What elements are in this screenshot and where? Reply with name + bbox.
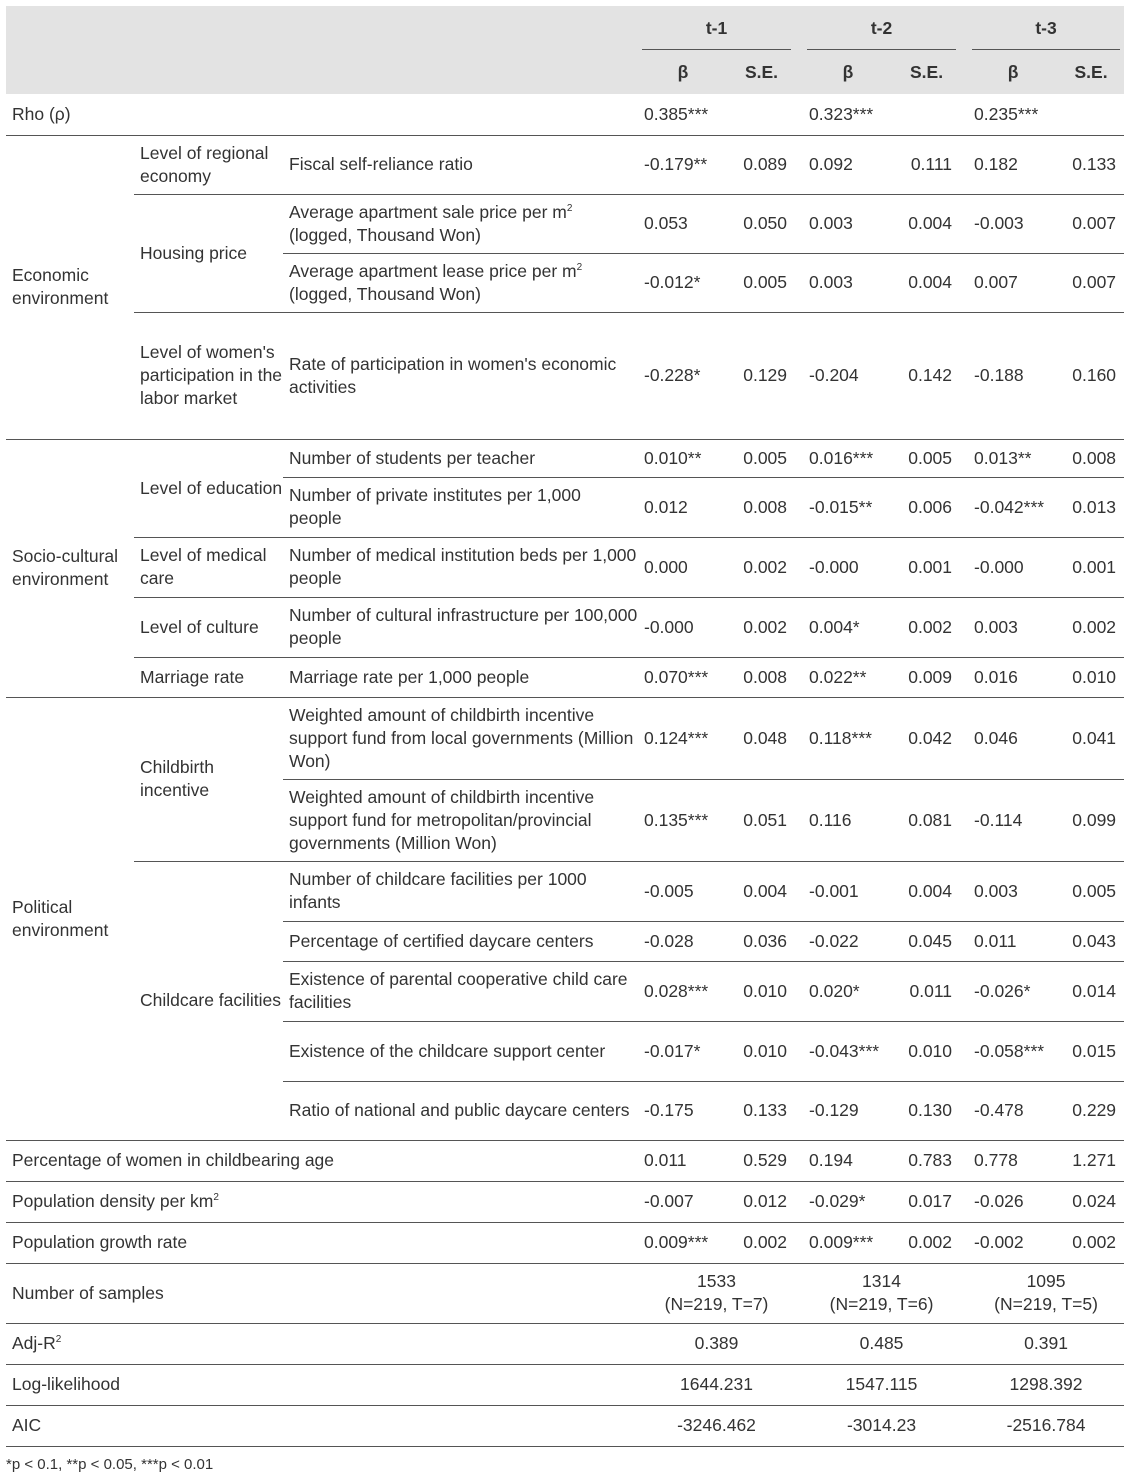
beta-value: 0.194 — [803, 1140, 893, 1181]
adjr2-value: 0.389 — [638, 1323, 795, 1364]
variable-label: Number of cultural infrastructure per 100,000 people — [283, 597, 638, 657]
adjr2-value: 0.485 — [803, 1323, 960, 1364]
beta-value: -0.002 — [968, 1222, 1058, 1263]
beta-value: 0.070*** — [638, 657, 728, 697]
se-value: 0.081 — [893, 779, 960, 861]
beta-value: -0.017* — [638, 1021, 728, 1081]
beta-value: -0.028 — [638, 921, 728, 961]
se-value: 0.008 — [728, 477, 795, 537]
variable-label: Percentage of certified daycare centers — [283, 921, 638, 961]
se-value: 0.129 — [728, 312, 795, 439]
se-value: 0.014 — [1058, 961, 1124, 1021]
beta-value: 0.003 — [803, 194, 893, 253]
beta-value: 0.053 — [638, 194, 728, 253]
beta-value: -0.043*** — [803, 1021, 893, 1081]
beta-value: -0.005 — [638, 861, 728, 921]
se-value: 0.089 — [728, 135, 795, 194]
variable-label: Weighted amount of childbirth incentive support fund from local governments (Million Won) — [283, 697, 638, 779]
beta-value: 0.135*** — [638, 779, 728, 861]
table-row — [6, 194, 1124, 253]
se-value: 0.133 — [743, 1100, 788, 1120]
se-value: 0.041 — [1058, 697, 1124, 779]
beta-value: 0.007 — [968, 253, 1058, 312]
se-value: 0.036 — [728, 921, 795, 961]
samples-row — [6, 1263, 1124, 1323]
variable-label: Weighted amount of childbirth incentive support fund for metropolitan/provincial governments (Million Won) — [283, 779, 638, 861]
subcategory: Childcare facilities — [140, 990, 282, 1010]
beta-value: -0.001 — [803, 861, 893, 921]
se-value: 0.111 — [893, 135, 960, 194]
stat-label: Log-likelihood — [6, 1364, 638, 1405]
table-row — [6, 1140, 1124, 1181]
beta-value: 0.009*** — [803, 1222, 893, 1263]
row-label: Rho (ρ) — [6, 94, 638, 135]
se-value: 0.024 — [1058, 1181, 1124, 1222]
beta-value: -0.114 — [968, 779, 1058, 861]
table-row — [6, 597, 1124, 657]
table-row — [6, 1222, 1124, 1263]
se-value: 0.783 — [893, 1140, 960, 1181]
beta-value: 0.118*** — [803, 697, 893, 779]
beta-value: 0.046 — [968, 697, 1058, 779]
beta-value: 0.116 — [803, 779, 893, 861]
subcategory: Level of women's participation in the labor market — [134, 312, 283, 439]
beta-value: -0.228* — [638, 312, 728, 439]
stat-label: AIC — [6, 1405, 638, 1446]
variable-label: Ratio of national and public daycare centers — [289, 1100, 630, 1120]
samples-value: 1314 (N=219, T=6) — [803, 1263, 960, 1323]
table-row — [6, 861, 1124, 921]
beta-value: -0.129 — [809, 1100, 859, 1120]
samples-value: 1533 (N=219, T=7) — [638, 1263, 795, 1323]
table-row — [6, 697, 1124, 779]
se-value: 0.002 — [728, 597, 795, 657]
se-value: 0.002 — [893, 1222, 960, 1263]
beta-value: -0.058*** — [968, 1021, 1058, 1081]
samples-value: 1095 (N=219, T=5) — [968, 1263, 1124, 1323]
beta-value: 0.000 — [638, 537, 728, 597]
se-value: 0.002 — [1058, 1222, 1124, 1263]
se-value: 0.160 — [1058, 312, 1124, 439]
header-se: S.E. — [728, 50, 795, 94]
se-value: 0.002 — [728, 1222, 795, 1263]
beta-value: -0.026 — [968, 1181, 1058, 1222]
se-value: 0.009 — [893, 657, 960, 697]
aic-value: -3014.23 — [803, 1405, 960, 1446]
beta-value: 0.009*** — [638, 1222, 728, 1263]
se-value: 0.045 — [893, 921, 960, 961]
beta-value: -0.179** — [638, 135, 728, 194]
se-value: 0.229 — [1072, 1100, 1117, 1120]
stat-label: Number of samples — [6, 1263, 638, 1323]
se-value: 0.001 — [893, 537, 960, 597]
control-label: Percentage of women in childbearing age — [6, 1140, 638, 1181]
header-group-label: t-2 — [870, 17, 893, 38]
beta-value: 0.092 — [803, 135, 893, 194]
beta-value: 0.011 — [968, 921, 1058, 961]
se-value: 0.007 — [1058, 253, 1124, 312]
footnote: *p < 0.1, **p < 0.05, ***p < 0.01 — [6, 1456, 214, 1473]
table-row — [6, 537, 1124, 597]
se-value: 0.008 — [1058, 439, 1124, 477]
beta-value: -0.478 — [974, 1100, 1024, 1120]
aic-value: -2516.784 — [968, 1405, 1124, 1446]
subcategory: Marriage rate — [134, 657, 283, 697]
beta-value: -0.000 — [638, 597, 728, 657]
beta-value: -0.022 — [803, 921, 893, 961]
beta-value: -0.175 — [644, 1100, 694, 1120]
loglik-row — [6, 1364, 1124, 1405]
header-group-t2 — [803, 6, 960, 50]
se-value: 0.010 — [728, 1021, 795, 1081]
beta-value: -0.000 — [803, 537, 893, 597]
se-value: 0.010 — [728, 961, 795, 1021]
subcategory: Level of culture — [134, 597, 283, 657]
header-beta: β — [803, 50, 893, 94]
rho-value: 0.235*** — [968, 94, 1124, 135]
beta-value: 0.778 — [968, 1140, 1058, 1181]
rho-value: 0.323*** — [803, 94, 960, 135]
header-group-t1 — [638, 6, 795, 50]
beta-value: 0.012 — [638, 477, 728, 537]
header-group-t3 — [968, 6, 1124, 50]
aic-value: -3246.462 — [638, 1405, 795, 1446]
se-value: 0.013 — [1058, 477, 1124, 537]
rho-value: 0.385*** — [638, 94, 795, 135]
se-value: 0.002 — [728, 537, 795, 597]
beta-value: 0.010** — [638, 439, 728, 477]
adjr2-value: 0.391 — [968, 1323, 1124, 1364]
beta-value: -0.015** — [803, 477, 893, 537]
beta-value: -0.204 — [803, 312, 893, 439]
se-value: 0.005 — [728, 439, 795, 477]
category-socio-cultural: Socio-cultural environment — [6, 439, 134, 697]
subcategory: Housing price — [134, 194, 283, 312]
variable-label: Rate of participation in women's economic activities — [283, 312, 638, 439]
se-value: 0.529 — [728, 1140, 795, 1181]
beta-value: -0.007 — [638, 1181, 728, 1222]
header-group-label: t-3 — [1035, 17, 1057, 38]
adjr2-row — [6, 1323, 1124, 1364]
loglik-value: 1298.392 — [968, 1364, 1124, 1405]
beta-value: 0.020* — [803, 961, 893, 1021]
beta-value: 0.004* — [803, 597, 893, 657]
se-value: 0.099 — [1058, 779, 1124, 861]
variable-label: Number of private institutes per 1,000 people — [283, 477, 638, 537]
subcategory: Level of regional economy — [134, 135, 283, 194]
se-value: 0.010 — [1058, 657, 1124, 697]
se-value: 0.005 — [728, 253, 795, 312]
se-value: 0.008 — [728, 657, 795, 697]
category-political: Political environment — [12, 896, 109, 940]
variable-label: Number of students per teacher — [283, 439, 638, 477]
se-value: 0.004 — [893, 194, 960, 253]
se-value: 0.042 — [893, 697, 960, 779]
se-value: 0.005 — [1058, 861, 1124, 921]
table-row — [6, 135, 1124, 194]
loglik-value: 1547.115 — [803, 1364, 960, 1405]
se-value: 0.015 — [1058, 1021, 1124, 1081]
se-value: 0.007 — [1058, 194, 1124, 253]
beta-value: 0.124*** — [638, 697, 728, 779]
beta-value: 0.011 — [638, 1140, 728, 1181]
beta-value: 0.003 — [803, 253, 893, 312]
header-row-groups — [6, 6, 1124, 50]
se-value: 0.017 — [893, 1181, 960, 1222]
se-value: 0.011 — [893, 961, 960, 1021]
subcategory: Level of medical care — [134, 537, 283, 597]
se-value: 0.051 — [728, 779, 795, 861]
beta-value: -0.042*** — [968, 477, 1058, 537]
se-value: 0.142 — [893, 312, 960, 439]
beta-value: -0.029* — [803, 1181, 893, 1222]
se-value: 0.043 — [1058, 921, 1124, 961]
se-value: 0.004 — [893, 861, 960, 921]
regression-results-table — [6, 6, 1124, 1447]
variable-label: Existence of parental cooperative child care facilities — [283, 961, 638, 1021]
stat-label: Adj-$R^2$ — [6, 1323, 638, 1364]
table-row — [6, 657, 1124, 697]
control-label: Population density per $km^2$ — [6, 1181, 638, 1222]
beta-value: -0.026* — [968, 961, 1058, 1021]
control-label: Population growth rate — [6, 1222, 638, 1263]
beta-value: -0.003 — [968, 194, 1058, 253]
se-value: 0.012 — [728, 1181, 795, 1222]
se-value: 0.050 — [728, 194, 795, 253]
variable-label: Existence of the childcare support center — [283, 1021, 638, 1081]
variable-label: Number of medical institution beds per 1,000 people — [283, 537, 638, 597]
variable-label: Average apartment lease price per $m^2$ (logged, Thousand Won) — [283, 253, 638, 312]
variable-label: Fiscal self-reliance ratio — [283, 135, 638, 194]
results-table-wrapper — [6, 6, 1124, 1447]
beta-value: 0.016*** — [803, 439, 893, 477]
beta-value: 0.003 — [968, 597, 1058, 657]
variable-label: Number of childcare facilities per 1000 infants — [283, 861, 638, 921]
beta-value: -0.188 — [968, 312, 1058, 439]
beta-value: 0.016 — [968, 657, 1058, 697]
se-value: 0.004 — [893, 253, 960, 312]
se-value: 1.271 — [1058, 1140, 1124, 1181]
se-value: 0.005 — [893, 439, 960, 477]
se-value: 0.001 — [1058, 537, 1124, 597]
beta-value: 0.182 — [968, 135, 1058, 194]
se-value: 0.006 — [893, 477, 960, 537]
beta-value: 0.013** — [968, 439, 1058, 477]
table-row — [6, 312, 1124, 439]
header-blank — [6, 6, 638, 50]
se-value: 0.004 — [728, 861, 795, 921]
subcategory: Childbirth incentive — [134, 697, 283, 861]
aic-row — [6, 1405, 1124, 1446]
loglik-value: 1644.231 — [638, 1364, 795, 1405]
table-row — [6, 439, 1124, 477]
se-value: 0.130 — [908, 1100, 953, 1120]
header-beta: β — [638, 50, 728, 94]
category-economic: Economic environment — [6, 135, 134, 439]
variable-label: Marriage rate per 1,000 people — [283, 657, 638, 697]
table-row — [6, 1181, 1124, 1222]
beta-value: 0.028*** — [638, 961, 728, 1021]
variable-label: Average apartment sale price per $m^2$ (logged, Thousand Won) — [283, 194, 638, 253]
beta-value: 0.003 — [968, 861, 1058, 921]
header-beta: β — [968, 50, 1058, 94]
header-se: S.E. — [893, 50, 960, 94]
subcategory: Level of education — [134, 439, 283, 537]
se-value: 0.133 — [1058, 135, 1124, 194]
header-group-label: t-1 — [705, 17, 728, 38]
se-value: 0.048 — [728, 697, 795, 779]
se-value: 0.002 — [1058, 597, 1124, 657]
header-se: S.E. — [1058, 50, 1124, 94]
header-row-stats — [6, 50, 1124, 94]
beta-value: -0.012* — [638, 253, 728, 312]
beta-value: 0.022** — [803, 657, 893, 697]
rho-row — [6, 94, 1124, 135]
se-value: 0.002 — [893, 597, 960, 657]
se-value: 0.010 — [893, 1021, 960, 1081]
beta-value: -0.000 — [968, 537, 1058, 597]
